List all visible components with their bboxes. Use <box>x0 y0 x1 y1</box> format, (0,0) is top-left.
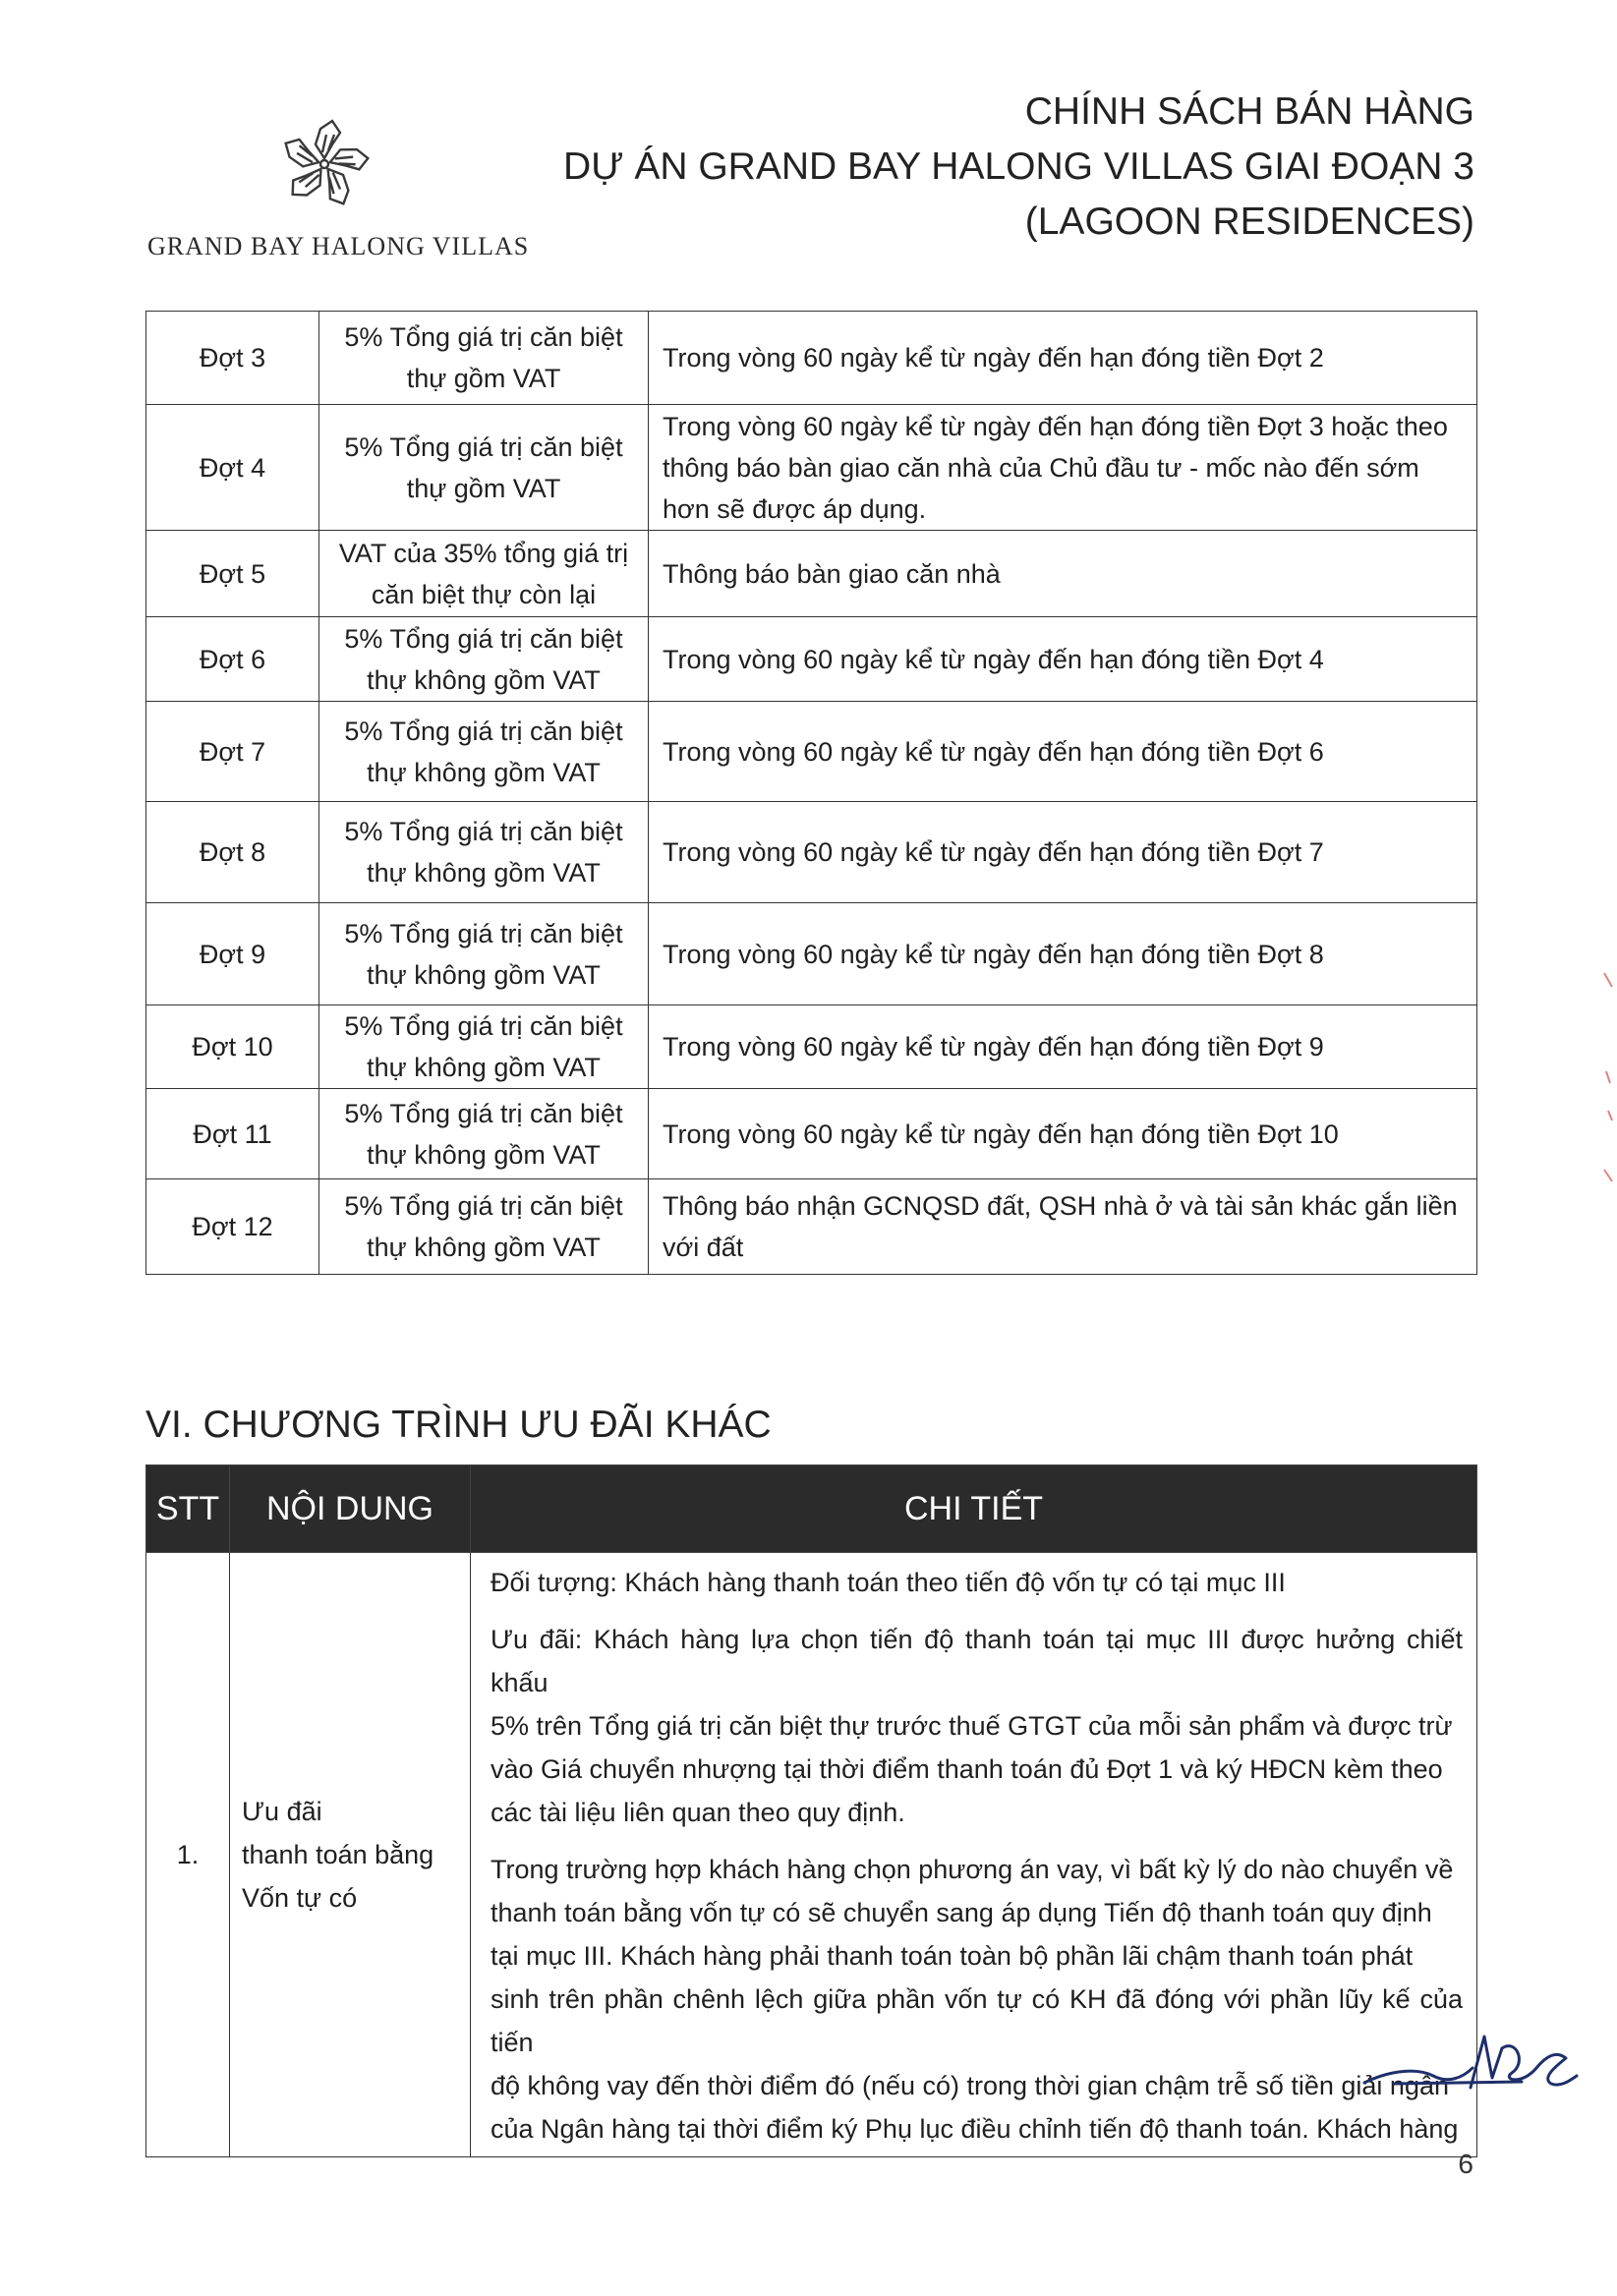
timing-cell: Thông báo nhận GCNQSD đất, QSH nhà ở và tài sản khác gắn liền với đất <box>649 1179 1477 1275</box>
stage-cell: Đợt 10 <box>146 1005 319 1089</box>
stamp-mark-icon <box>1600 963 1616 1199</box>
detail-paragraph: Ưu đãi: Khách hàng lựa chọn tiến độ thanh toán tại mục III được hưởng chiết khấu 5% trên Tổng giá trị căn biệt thự trước thuế GTGT của mỗi sản phẩm và được trừ vào Giá chuyển nhượng tại thời điểm thanh toán đủ Đợt 1 và ký HĐCN kèm theo các tài liệu liên quan theo quy định. <box>491 1625 1463 1827</box>
timing-cell: Thông báo bàn giao căn nhà <box>649 531 1477 617</box>
payment-schedule-table <box>145 311 1477 1275</box>
timing-cell: Trong vòng 60 ngày kể từ ngày đến hạn đóng tiền Đợt 9 <box>649 1005 1477 1089</box>
table-row <box>146 1005 1477 1089</box>
timing-cell: Trong vòng 60 ngày kể từ ngày đến hạn đóng tiền Đợt 6 <box>649 702 1477 802</box>
page-number: 6 <box>1458 2149 1473 2179</box>
content-cell: Ưu đãi thanh toán bằng Vốn tự có <box>230 1553 471 2157</box>
table-row <box>146 903 1477 1005</box>
document-title <box>563 85 1474 250</box>
stage-cell: Đợt 5 <box>146 531 319 617</box>
detail-paragraph: Đối tượng: Khách hàng thanh toán theo tiến độ vốn tự có tại mục III <box>491 1568 1286 1597</box>
amount-cell: 5% Tổng giá trị căn biệt thự không gồm VAT <box>319 1005 649 1089</box>
table-header-row <box>146 1465 1477 1553</box>
table-row <box>146 1089 1477 1179</box>
timing-cell: Trong vòng 60 ngày kể từ ngày đến hạn đóng tiền Đợt 8 <box>649 903 1477 1005</box>
timing-cell: Trong vòng 60 ngày kể từ ngày đến hạn đóng tiền Đợt 10 <box>649 1089 1477 1179</box>
timing-cell: Trong vòng 60 ngày kể từ ngày đến hạn đóng tiền Đợt 3 hoặc theo thông báo bàn giao căn nhà của Chủ đầu tư - mốc nào đến sớm hơn sẽ được áp dụng. <box>649 405 1477 531</box>
table-row <box>146 405 1477 531</box>
logo-text: GRAND BAY HALONG VILLAS <box>147 232 530 260</box>
timing-cell: Trong vòng 60 ngày kể từ ngày đến hạn đóng tiền Đợt 7 <box>649 802 1477 903</box>
detail-cell <box>471 1553 1477 2157</box>
company-logo <box>147 110 530 261</box>
stage-cell: Đợt 7 <box>146 702 319 802</box>
timing-cell: Trong vòng 60 ngày kể từ ngày đến hạn đóng tiền Đợt 4 <box>649 617 1477 702</box>
amount-cell: 5% Tổng giá trị căn biệt thự không gồm VAT <box>319 802 649 903</box>
table-row <box>146 802 1477 903</box>
header-stt: STT <box>146 1465 230 1553</box>
amount-cell: 5% Tổng giá trị căn biệt thự không gồm VAT <box>319 617 649 702</box>
table-row <box>146 1553 1477 2157</box>
header-detail: CHI TIẾT <box>471 1465 1477 1553</box>
timing-cell: Trong vòng 60 ngày kể từ ngày đến hạn đóng tiền Đợt 2 <box>649 312 1477 405</box>
stage-cell: Đợt 6 <box>146 617 319 702</box>
detail-paragraph: Trong trường hợp khách hàng chọn phương án vay, vì bất kỳ lý do nào chuyển về thanh toán bằng vốn tự có sẽ chuyển sang áp dụng Tiến độ thanh toán quy định tại mục III. Khách hàng phải thanh toán toàn bộ phần lãi chậm thanh toán phát sinh trên phần chênh lệch giữa phần vốn tự có KH đã đóng với phần lũy kế của tiến độ không vay đến thời điểm đó (nếu có) trong thời gian chậm trễ số tiền giải ngân của Ngân hàng tại thời điểm ký Phụ lục điều chỉnh tiến độ thanh toán. Khách hàng <box>491 1855 1463 2144</box>
promotion-table <box>145 1464 1477 2157</box>
flower-logo-icon <box>270 110 378 218</box>
title-line: (LAGOON RESIDENCES) <box>1024 201 1474 243</box>
amount-cell: VAT của 35% tổng giá trị căn biệt thự còn lại <box>319 531 649 617</box>
stage-cell: Đợt 8 <box>146 802 319 903</box>
table-row <box>146 312 1477 405</box>
title-line: CHÍNH SÁCH BÁN HÀNG <box>1024 90 1474 133</box>
stage-cell: Đợt 3 <box>146 312 319 405</box>
stt-cell: 1. <box>146 1553 230 2157</box>
amount-cell: 5% Tổng giá trị căn biệt thự gồm VAT <box>319 312 649 405</box>
header-content: NỘI DUNG <box>230 1465 471 1553</box>
stage-cell: Đợt 9 <box>146 903 319 1005</box>
amount-cell: 5% Tổng giá trị căn biệt thự không gồm VAT <box>319 903 649 1005</box>
section-title: VI. CHƯƠNG TRÌNH ƯU ĐÃI KHÁC <box>145 1404 772 1446</box>
amount-cell: 5% Tổng giá trị căn biệt thự không gồm VAT <box>319 702 649 802</box>
amount-cell: 5% Tổng giá trị căn biệt thự không gồm VAT <box>319 1089 649 1179</box>
stage-cell: Đợt 11 <box>146 1089 319 1179</box>
table-row <box>146 702 1477 802</box>
table-row <box>146 1179 1477 1275</box>
amount-cell: 5% Tổng giá trị căn biệt thự không gồm VAT <box>319 1179 649 1275</box>
stage-cell: Đợt 4 <box>146 405 319 531</box>
signature-icon <box>1355 2019 1581 2107</box>
stage-cell: Đợt 12 <box>146 1179 319 1275</box>
table-row <box>146 531 1477 617</box>
amount-cell: 5% Tổng giá trị căn biệt thự gồm VAT <box>319 405 649 531</box>
table-row <box>146 617 1477 702</box>
title-line: DỰ ÁN GRAND BAY HALONG VILLAS GIAI ĐOẠN 3 <box>563 145 1474 188</box>
